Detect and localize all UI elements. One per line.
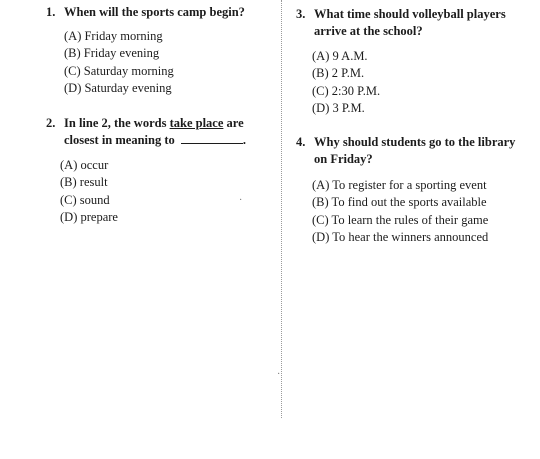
question-text: What time should volleyball players arrive at the school? [314,7,506,38]
question-text: Why should students go to the library on Friday? [314,135,516,166]
answer-options [60,157,276,226]
answer-option-a[interactable]: (A) 9 A.M. [312,49,368,63]
question-text-start: In line 2, the words [64,116,170,130]
question-text-end: are closest in meaning to [64,116,244,147]
answer-options [312,177,526,246]
answer-option-b[interactable]: (B) result [60,175,108,190]
answer-options [64,28,245,97]
question-text [64,115,276,149]
answer-blank [181,132,243,144]
answer-option-a[interactable]: (A) Friday morning [64,29,163,43]
answer-option-b[interactable]: (B) 2 P.M. [312,66,365,81]
answer-option-a[interactable]: (A) occur [60,158,109,172]
question-4 [296,134,526,246]
question-stem [296,6,526,40]
answer-option-d[interactable]: (D) prepare [60,209,118,224]
answer-option-c[interactable]: (C) 2:30 P.M. [312,83,381,98]
answer-option-b[interactable]: (B) To find out the sports available [312,195,487,210]
question-period: . [242,133,247,147]
answer-option-c[interactable]: (C) sound [60,192,110,207]
question-number: 1. [46,5,56,19]
scan-speck: · [277,369,281,380]
question-stem [296,134,526,168]
answer-option-d[interactable]: (D) To hear the winners announced [312,229,489,244]
question-2 [46,115,276,226]
question-1 [46,4,245,97]
scan-speck: · [239,195,243,206]
answer-option-b[interactable]: (B) Friday evening [64,46,160,61]
answer-options [312,48,526,117]
question-text: When will the sports camp begin? [64,5,245,19]
underlined-phrase: take place [169,116,224,130]
answer-option-d[interactable]: (D) Saturday evening [64,80,172,95]
column-divider [281,0,282,418]
question-stem [46,115,276,149]
question-number: 4. [296,135,306,149]
question-number: 3. [296,7,306,21]
answer-option-d[interactable]: (D) 3 P.M. [312,100,365,115]
question-stem [46,4,245,21]
question-number: 2. [46,116,56,130]
answer-option-c[interactable]: (C) To learn the rules of their game [312,212,489,227]
question-3 [296,6,526,117]
answer-option-a[interactable]: (A) To register for a sporting event [312,178,487,192]
answer-option-c[interactable]: (C) Saturday morning [64,63,174,78]
